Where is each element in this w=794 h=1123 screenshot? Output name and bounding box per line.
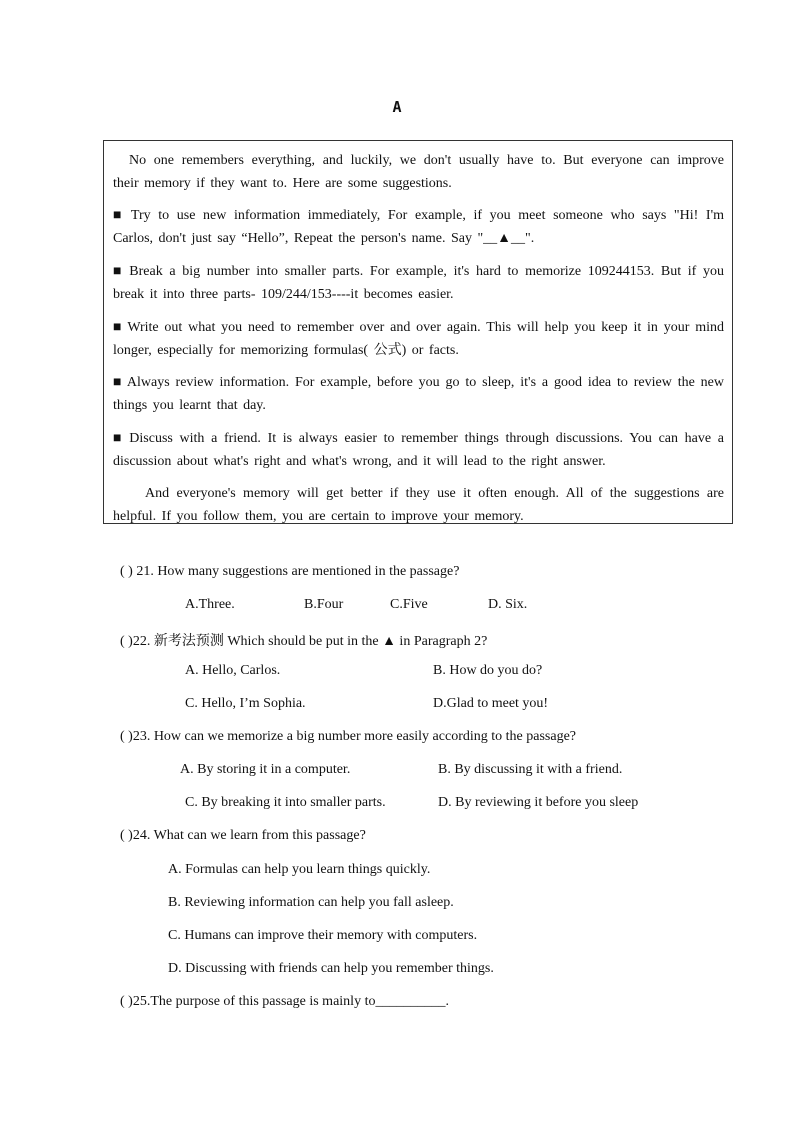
- question-24-option-a: A. Formulas can help you learn things quickly.: [168, 862, 431, 877]
- question-25-stem: ( )25.The purpose of this passage is mainly to__________.: [120, 994, 449, 1009]
- question-24-option-c: C. Humans can improve their memory with computers.: [168, 928, 478, 943]
- question-23-option-c: C. By breaking it into smaller parts.: [185, 795, 386, 810]
- question-23-option-a: A. By storing it in a computer.: [180, 762, 351, 777]
- passage-paragraph-5: ■ Always review information. For example, before you go to sleep, it's a good idea to review the new things you learnt that day.: [113, 375, 724, 413]
- question-22-stem: ( )22. 新考法预测 Which should be put in the ▲ in Paragraph 2?: [120, 634, 488, 649]
- passage-paragraph-3: ■ Break a big number into smaller parts. For example, it's hard to memorize 109244153. But if you break it into three parts- 109/244/153----it becomes easier.: [113, 264, 724, 302]
- passage-paragraph-1: No one remembers everything, and luckily, we don't usually have to. But everyone can improve their memory if they want to. Here are some suggestions.: [113, 153, 724, 191]
- question-21-option-b: B.Four: [304, 597, 344, 612]
- question-23-option-b: B. By discussing it with a friend.: [438, 762, 623, 777]
- question-22-option-b: B. How do you do?: [433, 663, 543, 678]
- question-23-option-d: D. By reviewing it before you sleep: [438, 795, 639, 810]
- passage-paragraph-4: ■ Write out what you need to remember over and over again. This will help you keep it in your mind longer, especially for memorizing formulas( 公式) or facts.: [113, 320, 724, 358]
- question-21-option-c: C.Five: [390, 597, 428, 612]
- question-22-option-d: D.Glad to meet you!: [433, 696, 549, 711]
- question-23-stem: ( )23. How can we memorize a big number more easily according to the passage?: [120, 729, 576, 744]
- question-21-option-a: A.Three.: [185, 597, 235, 612]
- question-21-stem: ( ) 21. How many suggestions are mentioned in the passage?: [120, 564, 460, 579]
- question-21-option-d: D. Six.: [488, 597, 528, 612]
- passage-paragraph-7: And everyone's memory will get better if they use it often enough. All of the suggestions are helpful. If you follow them, you are certain to improve your memory.: [113, 486, 724, 524]
- question-22-option-c: C. Hello, I’m Sophia.: [185, 696, 306, 711]
- question-24-stem: ( )24. What can we learn from this passage?: [120, 828, 366, 843]
- passage-paragraph-2: ■ Try to use new information immediately, For example, if you meet someone who says "Hi! I'm Carlos, don't just say “Hello”, Repeat the person's name. Say "__▲__".: [113, 208, 724, 246]
- passage-paragraph-6: ■ Discuss with a friend. It is always easier to remember things through discussions. You can have a discussion about what's right and what's wrong, and it will lead to the right answer.: [113, 431, 724, 469]
- section-title: A: [392, 98, 402, 116]
- reading-passage: [103, 140, 733, 524]
- question-24-option-d: D. Discussing with friends can help you remember things.: [168, 961, 494, 976]
- question-22-option-a: A. Hello, Carlos.: [185, 663, 281, 678]
- question-24-option-b: B. Reviewing information can help you fall asleep.: [168, 895, 454, 910]
